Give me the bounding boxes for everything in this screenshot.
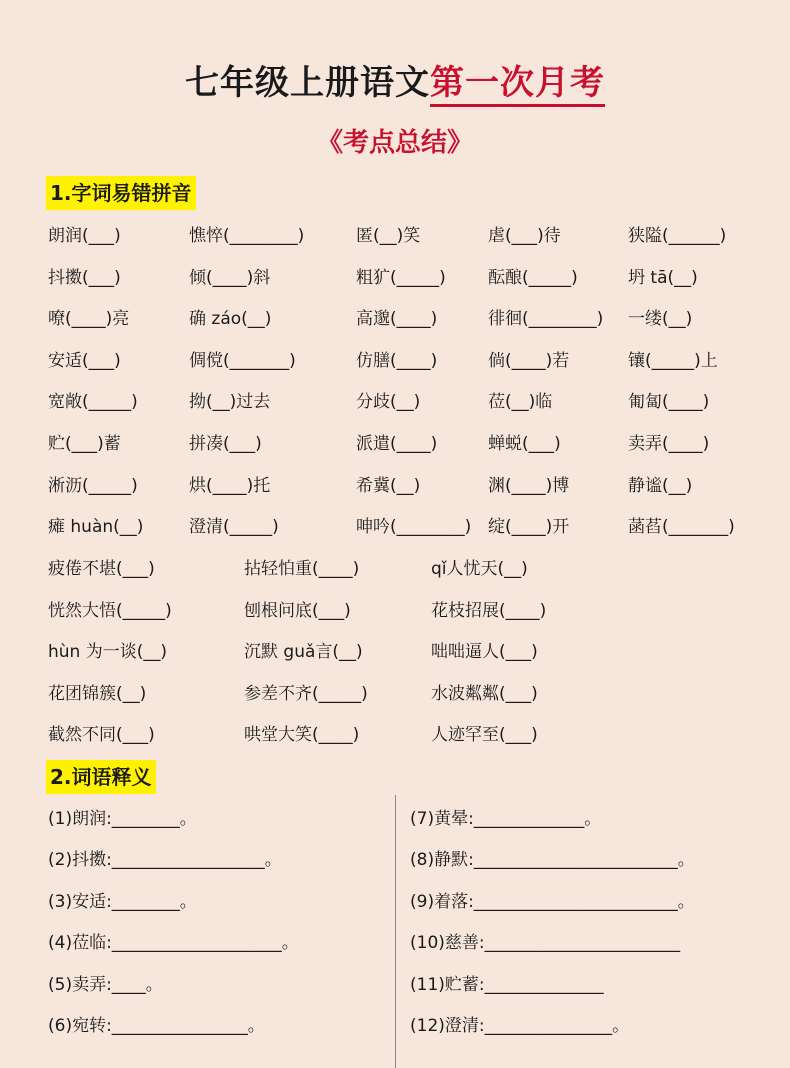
pinyin-item: 虐(___)待 — [488, 226, 561, 246]
pinyin-item: 匍匐(____) — [628, 392, 710, 413]
pinyin-item: 派遣(____) — [356, 434, 438, 454]
idiom-item: 沉默 guǎ言(__) — [244, 642, 363, 662]
title-black: 七年级上册语文 — [185, 63, 430, 103]
pinyin-item: 贮(___)蓄 — [48, 434, 121, 454]
pinyin-item: 希冀(__) — [356, 475, 421, 496]
title-red: 第一次月考 — [430, 63, 605, 107]
idiom-item: 花团锦簇(__) — [48, 683, 147, 704]
pinyin-item: 澄清(_____) — [189, 517, 279, 538]
definition-item: (5)卖弄:____。 — [48, 974, 163, 995]
pinyin-item: 蝉蜕(___) — [488, 434, 561, 454]
pinyin-item: 拼凑(___) — [189, 434, 262, 454]
pinyin-item: 分歧(__) — [356, 392, 421, 413]
idiom-item: hùn 为一谈(__) — [48, 642, 167, 662]
idiom-item: 人迹罕至(___) — [431, 725, 538, 745]
pinyin-item: 静谧(__) — [628, 475, 693, 496]
pinyin-item: 狭隘(______) — [628, 226, 727, 246]
definition-item: (3)安适:________。 — [48, 891, 197, 912]
idiom-item: 截然不同(___) — [48, 725, 155, 745]
pinyin-item: 卖弄(____) — [628, 434, 710, 454]
idiom-item: 咄咄逼人(___) — [431, 642, 538, 662]
pinyin-item: 抖擞(___) — [48, 267, 121, 288]
definition-item: (1)朗润:________。 — [48, 809, 197, 829]
pinyin-item: 憔悴(________) — [189, 226, 305, 246]
pinyin-item: 徘徊(________) — [488, 309, 604, 330]
definition-item: (12)澄清:_______________。 — [410, 1016, 630, 1036]
pinyin-item: 倘(____)若 — [488, 350, 570, 371]
section1-heading: 1.字词易错拼音 — [46, 176, 196, 210]
definition-item: (8)静默:________________________。 — [410, 850, 695, 871]
column-divider — [395, 795, 396, 1068]
definition-item: (10)慈善:_______________________ — [410, 933, 681, 954]
pinyin-item: 菡萏(_______) — [628, 517, 735, 538]
pinyin-item: 绽(____)开 — [488, 517, 570, 538]
idiom-item: 花枝招展(____) — [431, 600, 547, 621]
definition-item: (7)黄晕:_____________。 — [410, 809, 602, 829]
definition-item: (2)抖擞:__________________。 — [48, 850, 282, 871]
definition-item: (11)贮蓄:______________ — [410, 974, 604, 995]
definition-item: (6)宛转:________________。 — [48, 1016, 265, 1036]
idiom-item: 疲倦不堪(___) — [48, 559, 155, 579]
pinyin-item: 嘹(____)亮 — [48, 309, 130, 330]
pinyin-item: 镶(_____)上 — [628, 350, 718, 371]
pinyin-item: 匿(__)笑 — [356, 226, 421, 246]
definition-item: (9)着落:________________________。 — [410, 891, 695, 912]
idiom-item: 刨根问底(___) — [244, 600, 351, 621]
pinyin-item: 淅沥(_____) — [48, 475, 138, 496]
pinyin-item: 朗润(___) — [48, 226, 121, 246]
idiom-item: 哄堂大笑(____) — [244, 725, 360, 745]
pinyin-item: 倜傥(_______) — [189, 350, 296, 371]
pinyin-item: 莅(__)临 — [488, 392, 553, 413]
idiom-item: 恍然大悟(_____) — [48, 600, 172, 621]
pinyin-item: 烘(____)托 — [189, 475, 271, 496]
idiom-item: 参差不齐(_____) — [244, 683, 368, 704]
pinyin-item: 确 záo(__) — [189, 309, 272, 330]
idiom-item: 水波粼粼(___) — [431, 683, 538, 704]
idiom-item: 拈轻怕重(____) — [244, 559, 360, 579]
pinyin-item: 宽敞(_____) — [48, 392, 138, 413]
pinyin-item: 高邈(____) — [356, 309, 438, 330]
pinyin-item: 倾(____)斜 — [189, 267, 271, 288]
pinyin-item: 仿膳(____) — [356, 350, 438, 371]
page-title — [0, 55, 790, 104]
idiom-item: qǐ人忧天(__) — [431, 559, 528, 579]
pinyin-item: 瘫 huàn(__) — [48, 517, 144, 538]
definition-item: (4)莅临:____________________。 — [48, 933, 299, 954]
pinyin-item: 安适(___) — [48, 350, 121, 371]
pinyin-item: 坍 tā(__) — [628, 267, 698, 288]
pinyin-item: 渊(____)博 — [488, 475, 570, 496]
pinyin-item: 呻吟(________) — [356, 517, 472, 538]
pinyin-item: 一缕(__) — [628, 309, 693, 330]
section2-heading: 2.词语释义 — [46, 760, 156, 794]
pinyin-item: 拗(__)过去 — [189, 392, 271, 413]
pinyin-item: 酝酿(_____) — [488, 267, 578, 288]
page-subtitle: 《考点总结》 — [316, 128, 473, 158]
pinyin-item: 粗犷(_____) — [356, 267, 446, 288]
